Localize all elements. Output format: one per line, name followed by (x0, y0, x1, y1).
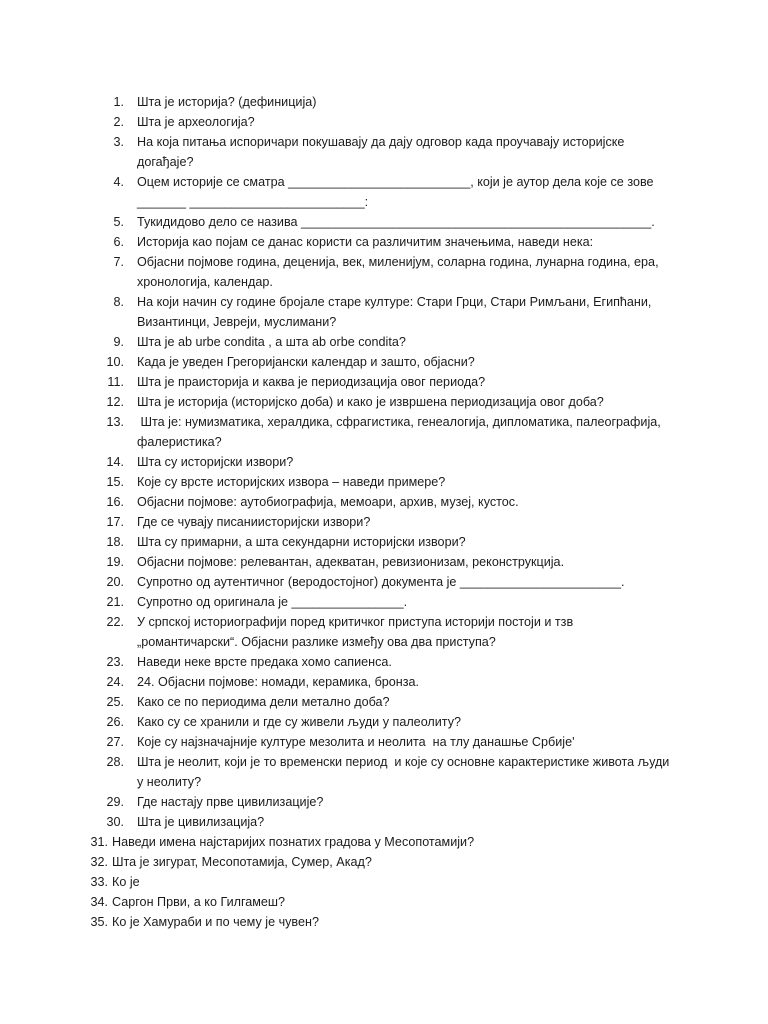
question-text-line: Саргон Први, а ко Гилгамеш? (112, 895, 286, 909)
question-text-line: „романтичарски“. Објасни разлике између ова два приступа? (137, 635, 496, 649)
question-item (0, 252, 768, 292)
question-item (0, 792, 768, 812)
question-text-line: Шта је историја (историјско доба) и како је извршена периодизација овог доба? (137, 395, 604, 409)
question-number: 6. (113, 235, 124, 249)
question-number: 8. (113, 295, 124, 309)
question-number: 3. (113, 135, 124, 149)
question-item (0, 112, 768, 132)
question-number: 31. (90, 835, 108, 849)
question-text-line: Објасни појмове: релевантан, адекватан, ревизионизам, реконструкција. (137, 555, 565, 569)
question-text-line: хронологија, календар. (137, 275, 273, 289)
question-text-line: Оцем историје се сматра __________________________, који је аутор дела које се зове (137, 175, 654, 189)
question-number: 18. (106, 535, 124, 549)
question-item (0, 492, 768, 512)
question-text-line: Где се чувају писаниисторијски извори? (137, 515, 371, 529)
question-number: 22. (106, 615, 124, 629)
question-number: 2. (113, 115, 124, 129)
question-item (0, 892, 768, 912)
question-number: 25. (106, 695, 124, 709)
question-item (0, 452, 768, 472)
question-number: 28. (106, 755, 124, 769)
question-text-line: Супротно од оригинала је ________________. (137, 595, 408, 609)
question-item (0, 552, 768, 572)
question-item (0, 472, 768, 492)
question-text-line: Које су најзначајније културе мезолита и неолита на тлу данашње Србије' (137, 735, 575, 749)
question-text-line: Шта су примарни, а шта секундарни историјски извори? (137, 535, 466, 549)
question-text-line: Шта је праисторија и каква је периодизација овог периода? (137, 375, 486, 389)
question-number: 26. (106, 715, 124, 729)
question-text-line: Објасни појмове година, деценија, век, миленијум, соларна година, лунарна година, ера, (137, 255, 659, 269)
question-text-line: Супротно од аутентичног (веродостојног) документа је _______________________. (137, 575, 625, 589)
question-text-line: Када је уведен Грегоријански календар и зашто, објасни? (137, 355, 475, 369)
question-number: 4. (113, 175, 124, 189)
question-item (0, 612, 768, 652)
question-item (0, 232, 768, 252)
question-number: 21. (106, 595, 124, 609)
question-item (0, 652, 768, 672)
question-item (0, 212, 768, 232)
question-text-line: Наведи имена најстаријих познатих градова у Месопотамији? (112, 835, 475, 849)
question-text-line: Где настају прве цивилизације? (137, 795, 324, 809)
question-text-line: У српској историографији поред критичког приступа историји постоји и тзв (137, 615, 574, 629)
question-number: 29. (106, 795, 124, 809)
question-text-line: Како се по периодима дели метално доба? (137, 695, 390, 709)
question-item (0, 292, 768, 332)
question-text-line: Шта је неолит, који је то временски период и које су основне карактеристике живота људи (137, 755, 670, 769)
question-text-line: Шта су историјски извори? (137, 455, 294, 469)
question-text-line: 24. Објасни појмове: номади, керамика, бронза. (137, 675, 420, 689)
question-number: 11. (107, 375, 124, 389)
question-item (0, 572, 768, 592)
question-text-line: Историја као појам се данас користи са различитим значењима, наведи нека: (137, 235, 594, 249)
question-text-line: Тукидидово дело се назива __________________________________________________. (137, 215, 655, 229)
question-item (0, 692, 768, 712)
question-number: 12. (106, 395, 124, 409)
question-number: 14. (106, 455, 124, 469)
question-text-line: Како су се хранили и где су живели људи у палеолиту? (137, 715, 462, 729)
question-text-line: Ко је Хамураби и по чему је чувен? (112, 915, 319, 929)
question-number: 7. (113, 255, 124, 269)
question-number: 33. (90, 875, 108, 889)
question-item (0, 912, 768, 932)
question-item (0, 732, 768, 752)
question-text-line: _______ _________________________: (137, 195, 369, 209)
question-number: 5. (113, 215, 124, 229)
question-item (0, 672, 768, 692)
question-text-line: у неолиту? (137, 775, 202, 789)
question-text-line: Шта је ab urbe condita , а шта ab orbe condita? (137, 335, 406, 349)
question-number: 24. (106, 675, 124, 689)
question-item (0, 592, 768, 612)
question-list (0, 92, 768, 932)
question-number: 13. (106, 415, 124, 429)
question-text-line: догађаје? (137, 155, 194, 169)
question-number: 9. (113, 335, 124, 349)
question-text-line: Византинци, Јевреји, муслимани? (137, 315, 337, 329)
question-text-line: Ко је (112, 875, 140, 889)
question-text-line: На који начин су године бројале старе културе: Стари Грци, Стари Римљани, Египћани, (137, 295, 652, 309)
question-number: 35. (90, 915, 108, 929)
question-item (0, 512, 768, 532)
question-text-line: Објасни појмове: аутобиографија, мемоари, архив, музеј, кустос. (137, 495, 519, 509)
question-number: 32. (90, 855, 108, 869)
question-number: 16. (106, 495, 124, 509)
question-text-line: На која питања испоричари покушавају да дају одговор када проучавају историјске (137, 135, 625, 149)
question-text-line: Шта је историја? (дефиниција) (137, 95, 317, 109)
question-item (0, 532, 768, 552)
question-text-line: Које су врсте историјских извора – наведи примере? (137, 475, 446, 489)
question-item (0, 392, 768, 412)
question-number: 1. (113, 95, 124, 109)
question-item (0, 812, 768, 832)
question-item (0, 172, 768, 212)
question-number: 15. (106, 475, 124, 489)
question-text-line: Наведи неке врсте предака хомо сапиенса. (137, 655, 392, 669)
question-item (0, 332, 768, 352)
question-item (0, 352, 768, 372)
question-number: 17. (106, 515, 124, 529)
question-text-line: Шта је археологија? (137, 115, 255, 129)
question-item (0, 712, 768, 732)
question-item (0, 832, 768, 852)
question-item (0, 752, 768, 792)
question-text-line: Шта је цивилизација? (137, 815, 265, 829)
question-number: 10. (106, 355, 124, 369)
question-number: 34. (90, 895, 108, 909)
question-text-line: Шта је: нумизматика, хералдика, сфрагистика, генеалогија, дипломатика, палеографија, (137, 415, 661, 429)
question-text-line: Шта је зигурат, Месопотамија, Сумер, Акад? (112, 855, 372, 869)
question-item (0, 372, 768, 392)
question-item (0, 412, 768, 452)
question-number: 23. (106, 655, 124, 669)
question-text-line: фалеристика? (137, 435, 222, 449)
question-number: 27. (106, 735, 124, 749)
question-item (0, 872, 768, 892)
question-number: 19. (106, 555, 124, 569)
question-number: 30. (106, 815, 124, 829)
question-item (0, 132, 768, 172)
question-item (0, 92, 768, 112)
question-number: 20. (106, 575, 124, 589)
question-item (0, 852, 768, 872)
